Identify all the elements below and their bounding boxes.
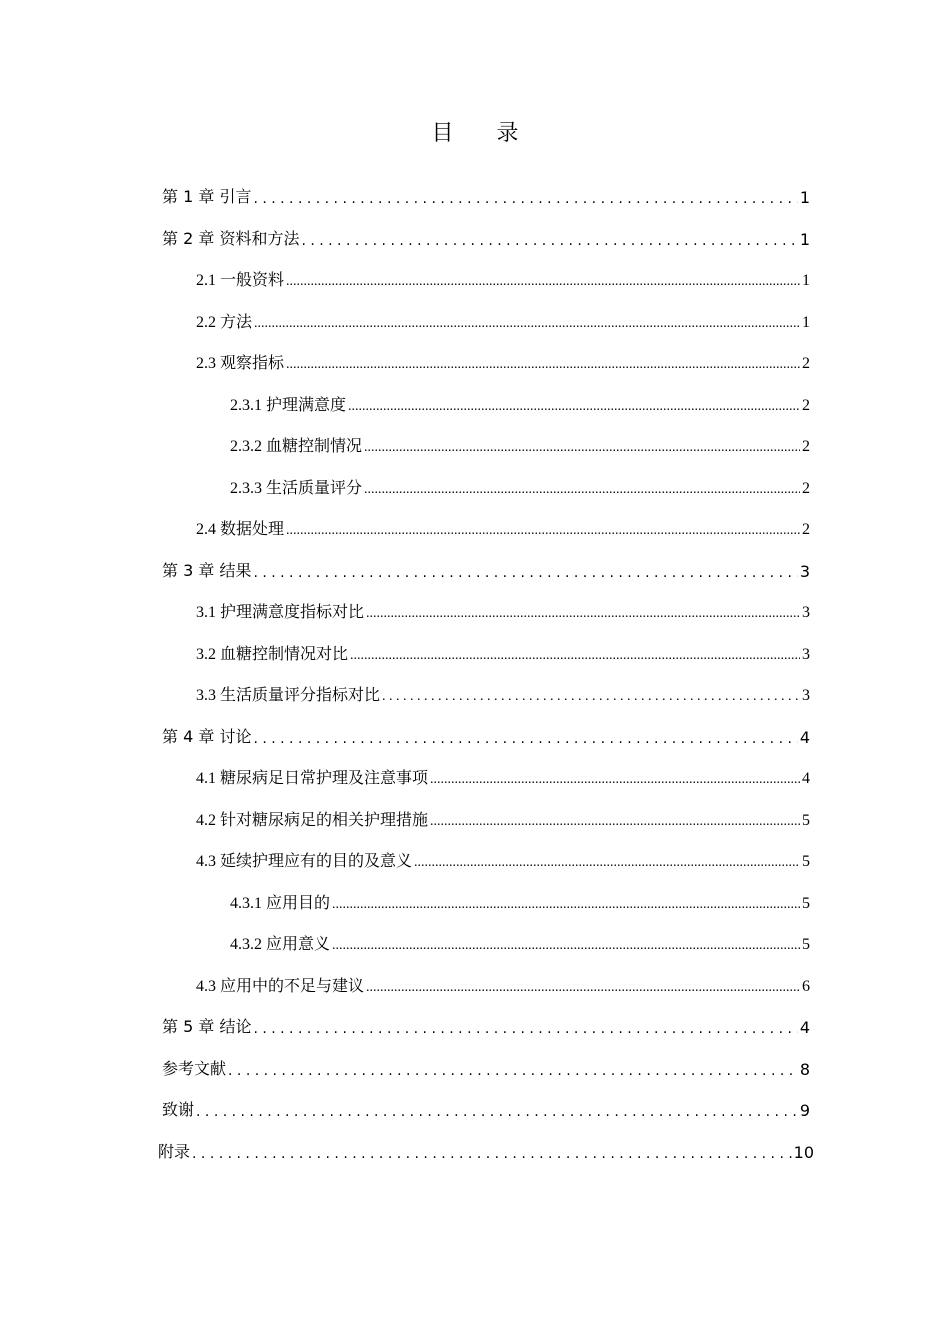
toc-entry-label: 附录 [158, 1142, 191, 1161]
dot-leader [364, 480, 800, 498]
toc-entry-4-3-b[interactable] [196, 972, 810, 996]
toc-entry-3-1[interactable] [196, 598, 810, 622]
dot-leader [286, 521, 800, 539]
dot-leader [196, 1102, 798, 1120]
dot-leader [253, 189, 797, 207]
toc-entry-label: 第 2 章 资料和方法 [162, 229, 300, 248]
toc-entry-label: 4.3.1 应用目的 [230, 895, 331, 912]
toc-entry-label: 2.1 一般资料 [196, 272, 285, 289]
toc-entry-label: 第 4 章 讨论 [162, 727, 252, 746]
toc-entry-page: 4 [802, 770, 810, 787]
dot-leader [253, 729, 797, 747]
dot-leader [382, 687, 800, 705]
dot-leader [348, 397, 800, 415]
toc-entry-2-4[interactable] [196, 515, 810, 539]
toc-entry-2-3-3[interactable] [230, 474, 810, 498]
toc-entry-4-2[interactable] [196, 806, 810, 830]
toc-entry-label: 4.3 延续护理应有的目的及意义 [196, 853, 413, 870]
toc-entry-2-3[interactable] [196, 349, 810, 373]
toc-entry-page: 9 [799, 1101, 810, 1120]
dot-leader [332, 895, 800, 913]
dot-leader [253, 1019, 797, 1037]
toc-entry-page: 4 [799, 1018, 810, 1037]
toc-title: 目 录 [431, 121, 537, 146]
toc-entry-page: 2 [802, 355, 810, 372]
toc-entry-2-2[interactable] [196, 308, 810, 332]
toc-entry-label: 2.2 方法 [196, 314, 253, 331]
toc-entry-page: 5 [802, 812, 810, 829]
toc-entry-3-2[interactable] [196, 640, 810, 664]
dot-leader [286, 355, 800, 373]
toc-entry-chapter-2[interactable] [162, 225, 810, 249]
toc-entry-page: 2 [802, 397, 810, 414]
toc-entry-label: 2.3.2 血糖控制情况 [230, 438, 363, 455]
dot-leader [228, 1061, 798, 1079]
toc-entry-page: 2 [802, 521, 810, 538]
toc-entry-label: 2.4 数据处理 [196, 521, 285, 538]
toc-entry-3-3[interactable] [196, 681, 810, 705]
toc-entry-chapter-3[interactable] [162, 557, 810, 581]
toc-entry-page: 1 [802, 314, 810, 331]
toc-entry-page: 5 [802, 853, 810, 870]
toc-entry-label: 2.3.1 护理满意度 [230, 397, 347, 414]
dot-leader [301, 231, 797, 249]
toc-entry-label: 参考文献 [162, 1059, 227, 1078]
toc-entry-2-3-2[interactable] [230, 432, 810, 456]
toc-entry-page: 3 [802, 646, 810, 663]
dot-leader [414, 853, 800, 871]
toc-entry-chapter-5[interactable] [162, 1013, 810, 1037]
toc-entry-page: 1 [799, 188, 810, 207]
toc-entry-2-3-1[interactable] [230, 391, 810, 415]
toc-entry-label: 4.3 应用中的不足与建议 [196, 978, 365, 995]
toc-entry-4-3[interactable] [196, 847, 810, 871]
toc-entry-page: 6 [802, 978, 810, 995]
toc-entry-label: 2.3.3 生活质量评分 [230, 480, 363, 497]
toc-entry-appendix[interactable] [158, 1138, 814, 1162]
toc-entry-page: 5 [802, 895, 810, 912]
toc-entry-label: 4.2 针对糖尿病足的相关护理措施 [196, 812, 429, 829]
toc-entry-label: 致谢 [162, 1100, 195, 1119]
toc-entry-page: 2 [802, 480, 810, 497]
toc-entry-label: 第 1 章 引言 [162, 187, 252, 206]
dot-leader [192, 1144, 792, 1162]
dot-leader [366, 978, 800, 996]
toc-entry-chapter-1[interactable] [162, 183, 810, 207]
dot-leader [286, 272, 800, 290]
dot-leader [332, 936, 800, 954]
toc-entry-label: 2.3 观察指标 [196, 355, 285, 372]
toc-entry-2-1[interactable] [196, 266, 810, 290]
toc-entry-label: 3.1 护理满意度指标对比 [196, 604, 365, 621]
toc-entry-4-1[interactable] [196, 764, 810, 788]
toc-entry-label: 第 5 章 结论 [162, 1017, 252, 1036]
dot-leader [254, 314, 800, 332]
toc-entry-page: 1 [799, 230, 810, 249]
toc-entry-label: 3.3 生活质量评分指标对比 [196, 687, 381, 704]
dot-leader [364, 438, 800, 456]
toc-entry-page: 8 [799, 1060, 810, 1079]
toc-entry-page: 3 [799, 562, 810, 581]
dot-leader [350, 646, 800, 664]
dot-leader [430, 812, 800, 830]
dot-leader [253, 563, 797, 581]
toc-entry-label: 第 3 章 结果 [162, 561, 252, 580]
toc-entry-page: 10 [793, 1143, 814, 1162]
toc-entry-page: 3 [802, 687, 810, 704]
toc-entry-4-3-1[interactable] [230, 889, 810, 913]
toc-entry-label: 4.1 糖尿病足日常护理及注意事项 [196, 770, 429, 787]
toc-entry-page: 3 [802, 604, 810, 621]
dot-leader [430, 770, 800, 788]
toc-entry-page: 1 [802, 272, 810, 289]
toc-entry-chapter-4[interactable] [162, 723, 810, 747]
toc-entry-label: 3.2 血糖控制情况对比 [196, 646, 349, 663]
toc-entry-acknowledgements[interactable] [162, 1096, 810, 1120]
toc-entry-page: 5 [802, 936, 810, 953]
toc-entry-page: 4 [799, 728, 810, 747]
toc-entry-label: 4.3.2 应用意义 [230, 936, 331, 953]
toc-entry-4-3-2[interactable] [230, 930, 810, 954]
toc-entry-page: 2 [802, 438, 810, 455]
toc-entry-references[interactable] [162, 1055, 810, 1079]
dot-leader [366, 604, 800, 622]
